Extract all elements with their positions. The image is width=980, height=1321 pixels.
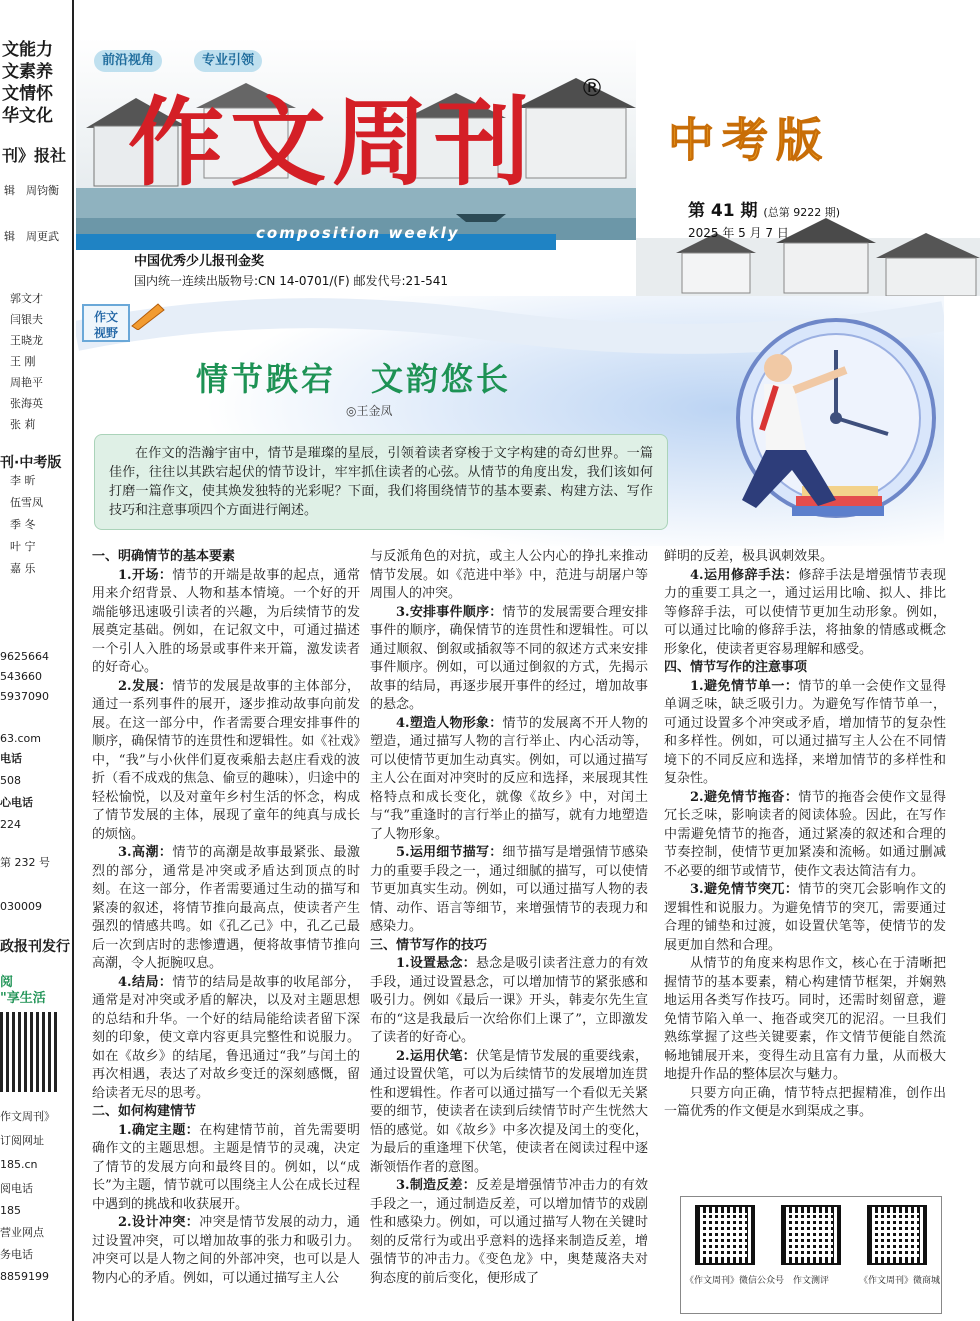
board-member: 闫银夫: [10, 313, 43, 326]
paragraph-text: 情节的拖沓会使作文显得冗长乏味，影响读者的阅读体验。因此，在写作中需避免情节的拖沓，通过紧凑的叙述和合理的节奏控制，使情节更加紧凑和流畅。如通过删减不必要的细节或情节，使作文表达简洁有力。: [664, 789, 946, 879]
staff-member: 嘉 乐: [10, 562, 36, 575]
article-column-3: [664, 548, 946, 1122]
paragraph-lead: 4.运用修辞手法：: [690, 567, 799, 583]
qr-code-icon[interactable]: [867, 1205, 927, 1265]
footer-line: 营业网点: [0, 1226, 44, 1239]
editor-role: 辑: [4, 184, 15, 197]
article-paragraph: [664, 548, 946, 567]
editor-name: 周钧衡: [26, 184, 59, 197]
article-byline: ◎王金凤: [346, 404, 393, 418]
article-paragraph: [664, 678, 946, 789]
qr-label: 作文测评: [793, 1276, 830, 1286]
paragraph-text: 与反派角色的对抗，或主人公内心的挣扎来推动情节发展。如《范进中举》中，范进与胡屠户等周围人的冲突。: [370, 549, 648, 601]
paragraph-lead: 4.结局：: [118, 974, 173, 990]
paragraph-lead: 5.运用细节描写：: [396, 845, 503, 860]
footer-line: 185.cn: [0, 1158, 38, 1171]
article-paragraph: [370, 604, 648, 715]
paragraph-lead: 1.避免情节单一：: [690, 678, 799, 694]
staff-member: 季 冬: [10, 518, 36, 531]
enjoy-label: "享生活: [0, 991, 46, 1006]
paragraph-lead: 2.运用伏笔：: [396, 1048, 477, 1064]
footer-line: 阅电话: [0, 1182, 33, 1195]
paragraph-text: 鲜明的反差，极具讽刺效果。: [664, 549, 834, 564]
edition-name: 中考版: [668, 113, 830, 167]
article-headline: 情节跌宕 文韵悠长: [196, 360, 512, 398]
article-paragraph: [92, 678, 360, 845]
paragraph-text: 情节的高潮是故事最紧张、最激烈的部分，通常是冲突或矛盾达到顶点的时刻。在这一部分，作者需要通过生动的描写和紧凑的叙述，将情节推向最高点，使读者产生强烈的情感共鸣。如《孔乙己》中，孔乙己最后一次到店时的悲惨遭遇，便将故事情节推向高潮，令人扼腕叹息。: [92, 845, 360, 971]
article-paragraph: [370, 715, 648, 845]
paragraph-lead: 2.发展：: [118, 678, 173, 694]
paragraph-text: 情节的结局是故事的收尾部分，通常是对冲突或矛盾的解决，以及对主题思想的总结和升华。一个好的结局能给读者留下深刻的印象，使文章内容更具完整性和说服力。如在《故乡》的结尾，鲁迅通过“我”与闰土的再次相遇，表达了对故乡变迁的深刻感慨，留给读者无尽的思考。: [92, 974, 360, 1101]
article-paragraph: [92, 1122, 360, 1215]
article-paragraph: [92, 974, 360, 1104]
feature-hero: [76, 296, 944, 546]
paragraph-text: 情节的发展是故事的主体部分，通过一系列事件的展开，逐步推动故事向前发展。在这一部分中，作者需要合理安排事件的顺序，确保情节的连贯性和逻辑性。如《社戏》中，“我”与小伙伴们夏夜乘船去赵庄看戏的波折（看不成戏的焦急、偷豆的趣味），归途中的轻松愉悦，以及对童年乡村生活的怀念，构成了情节发展的主体，展现了童年的纯真与成长的烦恼。: [92, 678, 360, 842]
section-heading: 一、明确情节的基本要素: [92, 549, 236, 564]
contact-line: 心电话: [0, 796, 33, 809]
qr-code-icon[interactable]: [695, 1205, 755, 1265]
article-paragraph: [370, 955, 648, 1048]
issue-total: (总第 9222 期): [763, 206, 840, 219]
paragraph-lead: 2.避免情节拖沓：: [690, 789, 799, 805]
slogan-line: 华文化: [2, 106, 53, 126]
paragraph-text: 情节的突兀会影响作文的逻辑性和说服力。为避免情节的突兀，需要通过合理的铺垫和过渡，如设置伏笔等，使情节的发展更加自然和合理。: [664, 882, 946, 953]
paragraph-text: 悬念是吸引读者注意力的有效手段，通过设置悬念，可以增加情节的紧张感和吸引力。例如《最后一课》开头，韩麦尔先生宣布的“这是我最后一次给你们上课了”，立即激发了读者的好奇心。: [370, 956, 648, 1045]
board-member: 周艳平: [10, 376, 43, 389]
issue-label: 第 41 期: [688, 201, 758, 221]
footer-line: 务电话: [0, 1248, 33, 1261]
editor-line: [4, 184, 59, 198]
article-paragraph: [664, 881, 946, 955]
newspaper-title-english: composition weekly: [256, 224, 460, 242]
contact-line: 224: [0, 818, 21, 831]
editor-name: 周更武: [26, 230, 59, 243]
article-column-2: [370, 548, 648, 1288]
paragraph-lead: 3.制造反差：: [396, 1178, 477, 1193]
contact-line: 030009: [0, 900, 42, 913]
contact-line: 9625664: [0, 650, 49, 663]
paragraph-text: 细节描写是增强情节感染力的重要手段之一，通过细腻的描写，可以使情节更加真实生动。例如，可以通过描写人物的表情、动作、语言等细节，来增强情节的表现力和感染力。: [370, 845, 648, 934]
qr-code-panel: [680, 1196, 942, 1314]
left-qr-code-icon: [0, 1012, 60, 1092]
article-paragraph: [664, 1085, 946, 1122]
paragraph-text: 冲突是情节发展的动力，通过设置冲突，可以增加故事的张力和吸引力。冲突可以是人物之间的外部冲突，也可以是人物内心的矛盾。例如，可以通过描写主人公: [92, 1215, 360, 1286]
contact-line: 63.com: [0, 732, 41, 745]
slogan-line: 文能力: [2, 40, 53, 60]
section-tag: [82, 304, 130, 342]
article-paragraph: [92, 1214, 360, 1288]
paragraph-lead: 1.开场：: [118, 567, 173, 583]
article-paragraph: [92, 844, 360, 974]
left-sidebar-strip: [0, 0, 74, 1321]
distribution-sub: 阅: [0, 975, 14, 990]
section-tag-line: 作文: [93, 310, 118, 324]
board-member: 郭文才: [10, 292, 43, 305]
newspaper-title: 作文周刊: [128, 86, 536, 199]
paragraph-text: 情节的开端是故事的起点，通常用来介绍背景、人物和基本情境。一个好的开端能够迅速吸引读者的兴趣，为后续情节的发展奠定基础。例如，在记叙文中，可通过描述一个引人入胜的场景或事件来开篇，激发读者的好奇心。: [92, 567, 360, 675]
qr-code-icon[interactable]: [781, 1205, 841, 1265]
distribution-label: 政报刊发行: [0, 939, 70, 955]
contact-line: 5937090: [0, 690, 49, 703]
paragraph-text: 从情节的角度来构思作文，核心在于清晰把握情节的基本要素，精心构建情节框架，并娴熟地运用各类写作技巧。同时，还需时刻留意，避免情节陷入单一、拖沓或突兀的泥沼。一旦我们熟练掌握了这些关键要素，作文情节便能自然流畅地铺展开来，变得生动且富有力量，从而极大地提升作品的整体层次与魅力。: [664, 956, 946, 1082]
paragraph-text: 情节的单一会使作文显得单调乏味，缺乏吸引力。为避免写作情节单一，可通过设置多个冲突或矛盾，增加情节的复杂性和多样性。例如，可以通过描写主人公在不同情境下的不同反应和选择，来增加情节的多样性和复杂性。: [664, 678, 946, 786]
editor-line: [4, 230, 59, 244]
article-intro: 在作文的浩瀚宇宙中，情节是璀璨的星辰，引领着读者穿梭于文字构建的奇幻世界。一篇佳作，往往以其跌宕起伏的情节设计，牢牢抓住读者的心弦。从情节的角度出发，我们该如何打磨一篇作文，使其焕发独特的光彩呢？下面，我们将围绕情节的基本要素、构建方法、写作技巧和注意事项四个方面进行阐述。: [94, 434, 668, 530]
section-heading: 三、情节写作的技巧: [370, 937, 488, 953]
contact-line: 508: [0, 774, 21, 787]
board-member: 王晓龙: [10, 334, 43, 347]
paragraph-lead: 3.避免情节突兀：: [690, 882, 799, 897]
paragraph-lead: 1.确定主题：: [118, 1122, 200, 1138]
publication-number: 国内统一连续出版物号:CN 14-0701/(F) 邮发代号:21-541: [134, 274, 449, 288]
article-paragraph: [370, 844, 648, 937]
press-name: 刊》报社: [2, 146, 67, 165]
section-tag-line: 视野: [93, 326, 118, 340]
registered-mark: ®: [580, 74, 604, 102]
issue-number: [688, 196, 840, 221]
article-paragraph: [92, 567, 360, 678]
paragraph-text: 只要方向正确，情节特点把握精准，创作出一篇优秀的作文便是水到渠成之事。: [664, 1085, 946, 1119]
staff-member: 叶 宁: [10, 540, 36, 553]
slogan-line: 文情怀: [2, 84, 53, 104]
paragraph-text: 在构建情节前，首先需要明确作文的主题思想。主题是情节的灵魂，决定了情节的发展方向和最终目的。例如，以“成长”为主题，情节就可以围绕主人公在成长过程中遇到的挑战和收获展开。: [92, 1122, 360, 1212]
article-column-1: [92, 548, 360, 1288]
tagline-badge: 前沿视角: [94, 50, 162, 72]
editor-role: 辑: [4, 230, 15, 243]
section-heading: 四、情节写作的注意事项: [664, 660, 808, 675]
paragraph-lead: 3.安排事件顺序：: [396, 604, 503, 620]
footer-line: 8859199: [0, 1270, 49, 1283]
board-member: 王 刚: [10, 355, 36, 368]
article-paragraph: [370, 548, 648, 604]
paragraph-text: 反差是增强情节冲击力的有效手段之一，通过制造反差，可以增加情节的戏剧性和感染力。例如，可以通过描写人物在关键时刻的反常行为或出乎意料的选择来制造反差，增强情节的冲击力。《变色龙》中，奥楚蔑洛夫对狗态度的前后变化，便形成了: [370, 1178, 648, 1286]
footer-line: 作文周刊》: [0, 1110, 55, 1123]
paragraph-lead: 1.设置悬念：: [396, 956, 477, 971]
footer-line: 订阅网址: [0, 1134, 44, 1147]
article-paragraph: [370, 1177, 648, 1288]
paragraph-text: 修辞手法是增强情节表现力的重要工具之一，通过运用比喻、拟人、排比等修辞手法，可以使情节更加生动形象。例如，可以通过比喻的修辞手法，将抽象的情感或概念形象化，使读者更容易理解和感受。: [664, 567, 946, 657]
staff-member: 李 昕: [10, 474, 36, 487]
issue-date: 2025 年 5 月 7 日: [688, 226, 789, 240]
tagline-badge: 专业引领: [194, 50, 262, 72]
board-member: 张 莉: [10, 418, 36, 431]
clock-runner-illustration: [696, 310, 936, 534]
article-paragraph: [664, 955, 946, 1085]
paragraph-lead: 4.塑造人物形象：: [396, 715, 503, 731]
board-member: 张海英: [10, 397, 43, 410]
qr-label: 《作文周刊》微商城: [859, 1276, 941, 1286]
staff-member: 伍雪凤: [10, 496, 43, 509]
award-text: 中国优秀少儿报刊金奖: [134, 254, 265, 269]
paragraph-text: 伏笔是情节发展的重要线索，通过设置伏笔，可以为后续情节的发展增加连贯性和逻辑性。作者可以通过描写一个看似无关紧要的细节，使读者在读到后续情节时产生恍然大悟的感觉。如《故乡》中多次提及闰土的变化，为最后的重逢埋下伏笔，使读者在阅读过程中逐渐领悟作者的意图。: [370, 1048, 648, 1175]
contact-line: 第 232 号: [0, 856, 50, 869]
contact-line: 543660: [0, 670, 42, 683]
footer-line: 185: [0, 1204, 21, 1217]
article-paragraph: [370, 1048, 648, 1178]
edition-label: 刊·中考版: [0, 455, 62, 471]
article-paragraph: [664, 789, 946, 882]
paragraph-text: 情节的发展需要合理安排事件的顺序，确保情节的连贯性和逻辑性。可以通过顺叙、倒叙或插叙等不同的叙述方式来安排事件顺序。例如，可以通过倒叙的方式，先揭示故事的结局，再逐步展开事件的经过，增加故事的悬念。: [370, 604, 648, 712]
section-heading: 二、如何构建情节: [92, 1104, 197, 1119]
qr-label: 《作文周刊》微信公众号: [685, 1276, 785, 1286]
slogan-line: 文素养: [2, 62, 53, 82]
masthead: [76, 38, 980, 296]
paragraph-text: 情节的发展离不开人物的塑造，通过描写人物的言行举止、内心活动等，可以使情节更加生动真实。例如，可以通过描写主人公在面对冲突时的反应和选择，来展现其性格特点和成长变化，就像《故乡》中，对闰土与“我”重逢时的言行举止的描写，就有力地塑造了人物形象。: [370, 715, 648, 842]
paragraph-lead: 2.设计冲突：: [118, 1215, 200, 1230]
article-paragraph: [664, 567, 946, 660]
pen-icon: [128, 300, 168, 330]
contact-line: 电话: [0, 752, 22, 765]
paragraph-lead: 3.高潮：: [118, 845, 173, 860]
